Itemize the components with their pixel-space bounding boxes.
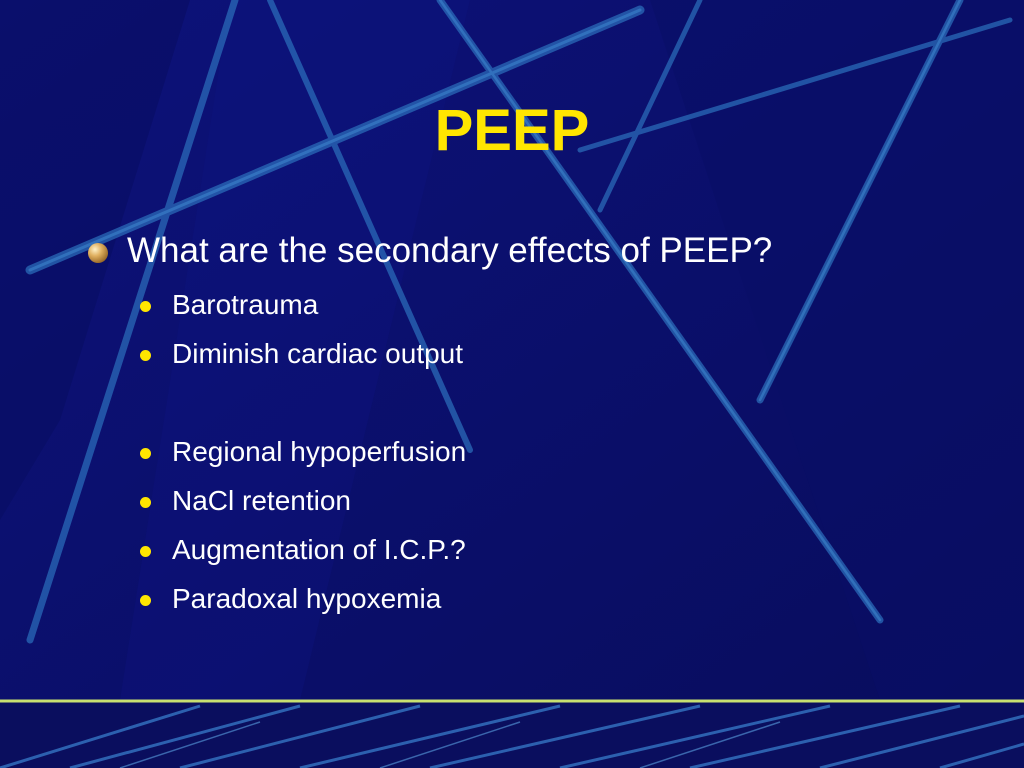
yellow-dot-icon [140, 595, 151, 606]
sub-bullet-text: Paradoxal hypoxemia [172, 583, 442, 614]
yellow-dot-icon [140, 497, 151, 508]
list-item [140, 434, 466, 470]
slide-title: PEEP [434, 98, 590, 163]
yellow-dot-icon [140, 546, 151, 557]
main-bullet-text: What are the secondary effects of PEEP? [127, 231, 773, 270]
sub-bullet-text: Barotrauma [172, 289, 319, 320]
yellow-dot-icon [140, 301, 151, 312]
yellow-dot-icon [140, 448, 151, 459]
sub-bullet-text: Augmentation of I.C.P.? [172, 534, 466, 565]
bronze-sphere-icon [88, 243, 108, 263]
sub-bullet-text: Regional hypoperfusion [172, 436, 467, 467]
list-item [140, 336, 463, 372]
main-bullet [88, 228, 772, 274]
sub-bullet-text: NaCl retention [172, 485, 351, 516]
sub-bullet-text: Diminish cardiac output [172, 338, 464, 369]
list-item [140, 581, 441, 617]
yellow-dot-icon [140, 350, 151, 361]
list-item [140, 287, 318, 323]
list-item [140, 532, 466, 568]
list-item [140, 483, 351, 519]
